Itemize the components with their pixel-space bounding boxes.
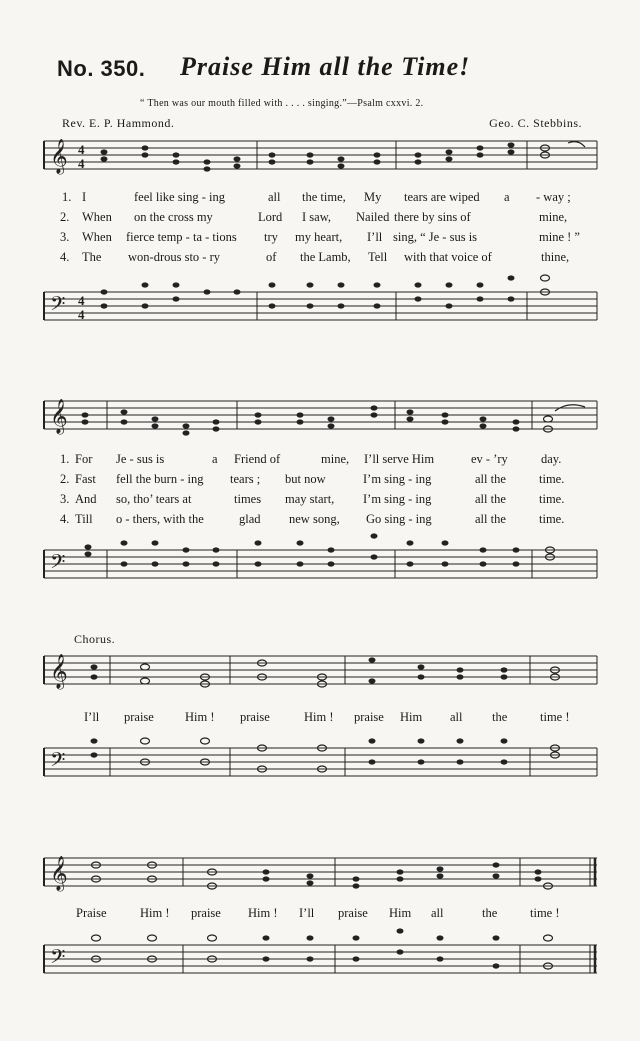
lyric-word: I’ll serve Him: [364, 452, 435, 466]
lyric-word: praise: [338, 906, 368, 920]
lyric-word: o - thers, with the: [116, 512, 204, 526]
lyric-word: try: [264, 230, 278, 244]
lyric-word: time !: [540, 710, 570, 724]
system2-treble-staff: [0, 395, 640, 445]
lyric-word: Tell: [368, 250, 388, 264]
verse-number: 1.: [62, 190, 72, 204]
lyric-word: time.: [539, 492, 565, 506]
lyric-word: all: [268, 190, 281, 204]
lyric-word: praise: [124, 710, 154, 724]
lyric-word: My: [364, 190, 382, 204]
svg-text:𝄞: 𝄞: [50, 655, 68, 688]
svg-text:𝄢: 𝄢: [50, 947, 66, 973]
lyric-word: new song,: [289, 512, 340, 526]
lyric-word: I’ll: [367, 230, 383, 244]
chorus1-treble-staff: [0, 650, 640, 700]
lyric-word: all the: [475, 492, 506, 506]
lyric-word: Nailed: [356, 210, 390, 224]
lyric-word: For: [75, 452, 93, 466]
lyric-word: all the: [475, 512, 506, 526]
lyric-word: praise: [240, 710, 270, 724]
svg-text:4: 4: [78, 307, 85, 322]
lyric-word: I’m sing - ing: [363, 492, 432, 506]
lyric-word: so, tho’ tears at: [116, 492, 192, 506]
lyric-word: the time,: [302, 190, 346, 204]
svg-text:𝄢: 𝄢: [50, 750, 66, 776]
lyric-word: I: [82, 190, 87, 204]
lyric-word: won-drous sto - ry: [128, 250, 221, 264]
verse-number: 4.: [60, 512, 70, 526]
lyric-word: feel like sing - ing: [134, 190, 225, 204]
lyric-word: mine,: [539, 210, 568, 224]
chorus-label: Chorus.: [74, 632, 116, 646]
hymn-number: No. 350.: [57, 56, 146, 81]
lyric-word: a: [212, 452, 218, 466]
lyric-word: glad: [239, 512, 261, 526]
lyric-word: ev - ’ry: [471, 452, 508, 466]
verse-number: 1.: [60, 452, 70, 466]
lyric-word: Fast: [75, 472, 96, 486]
lyric-word: Him !: [185, 710, 215, 724]
svg-text:𝄢: 𝄢: [50, 294, 66, 320]
lyric-word: mine ! ”: [539, 230, 580, 244]
lyric-word: a: [504, 190, 510, 204]
lyric-word: tears ;: [230, 472, 261, 486]
lyric-word: - way ;: [536, 190, 571, 204]
chorus2-bass-staff: [0, 925, 640, 980]
lyric-word: my heart,: [295, 230, 343, 244]
lyric-word: When: [82, 230, 112, 244]
lyric-word: When: [82, 210, 112, 224]
system2-bass-staff: [0, 530, 640, 585]
svg-text:4: 4: [78, 156, 85, 171]
chorus1-bass-staff: [0, 730, 640, 780]
lyric-word: And: [75, 492, 97, 506]
lyric-word: fell the burn - ing: [116, 472, 204, 486]
lyric-word: fierce temp - ta - tions: [126, 230, 237, 244]
lyric-word: all the: [475, 472, 506, 486]
lyric-word: may start,: [285, 492, 335, 506]
system1-treble-staff: [0, 135, 640, 185]
lyric-word: on the cross my: [134, 210, 213, 224]
lyric-word: tears are wiped: [404, 190, 480, 204]
composer-credit: Geo. C. Stebbins.: [489, 116, 582, 130]
lyric-word: praise: [354, 710, 384, 724]
lyric-word: the: [482, 906, 498, 920]
verse-number: 2.: [60, 472, 70, 486]
lyric-word: the Lamb,: [300, 250, 351, 264]
svg-text:𝄞: 𝄞: [50, 400, 68, 433]
lyric-word: Him: [400, 710, 423, 724]
system1-bass-staff: [0, 270, 640, 325]
lyric-word: praise: [191, 906, 221, 920]
lyric-word: Praise: [76, 906, 107, 920]
lyric-word: time.: [539, 472, 565, 486]
lyric-word: with that voice of: [404, 250, 492, 264]
lyric-word: times: [234, 492, 262, 506]
lyric-word: time.: [539, 512, 565, 526]
svg-text:4: 4: [78, 293, 85, 308]
lyric-word: I’ll: [299, 906, 315, 920]
lyric-word: Him !: [248, 906, 278, 920]
lyric-word: the: [492, 710, 508, 724]
lyric-word: Him !: [140, 906, 170, 920]
lyric-word: Him: [389, 906, 412, 920]
lyric-word: Him !: [304, 710, 334, 724]
lyric-word: I saw,: [302, 210, 332, 224]
hymn-title: Praise Him all the Time!: [180, 52, 471, 81]
verse-number: 3.: [60, 230, 70, 244]
author-credit: Rev. E. P. Hammond.: [62, 116, 175, 130]
svg-text:𝄢: 𝄢: [50, 552, 66, 578]
verse-number: 2.: [60, 210, 70, 224]
chorus2-treble-staff: [0, 852, 640, 902]
lyric-word: I’m sing - ing: [363, 472, 432, 486]
lyric-word: there by sins of: [394, 210, 471, 224]
lyric-word: all: [450, 710, 463, 724]
verse-number: 4.: [60, 250, 70, 264]
lyric-word: Friend of: [234, 452, 281, 466]
lyric-word: but now: [285, 472, 326, 486]
lyric-word: of: [266, 250, 277, 264]
lyric-word: day.: [541, 452, 562, 466]
lyric-word: Till: [75, 512, 93, 526]
lyric-word: Je - sus is: [116, 452, 165, 466]
svg-text:4: 4: [78, 142, 85, 157]
lyric-word: The: [82, 250, 102, 264]
svg-text:𝄞: 𝄞: [50, 857, 68, 890]
lyric-word: I’ll: [84, 710, 100, 724]
lyric-word: time !: [530, 906, 560, 920]
lyric-word: all: [431, 906, 444, 920]
svg-text:𝄞: 𝄞: [50, 140, 68, 173]
lyric-word: Lord: [258, 210, 283, 224]
lyric-word: sing, “ Je - sus is: [393, 230, 478, 244]
lyric-word: Go sing - ing: [366, 512, 432, 526]
lyric-word: mine,: [321, 452, 350, 466]
verse-number: 3.: [60, 492, 70, 506]
scripture-quote: “ Then was our mouth filled with . . . . singing.”—Psalm cxxvi. 2.: [140, 98, 424, 109]
lyric-word: thine,: [541, 250, 570, 264]
